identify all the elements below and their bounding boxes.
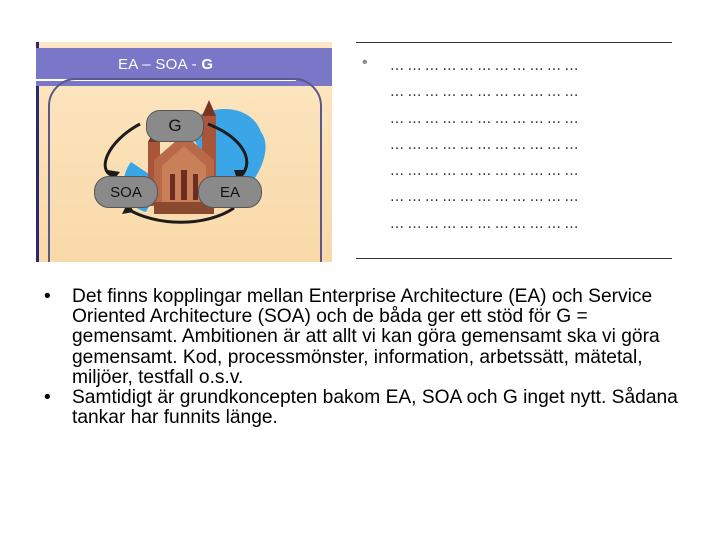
placeholder-line: … … … … … … … … … … … — [390, 136, 579, 153]
placeholder-line: … … … … … … … … … … … — [390, 58, 579, 74]
placeholder-bullet: • — [362, 54, 368, 71]
bullet-dot: • — [44, 387, 51, 409]
bottom-rule — [356, 258, 672, 259]
diagram-title: EA – SOA - G — [118, 56, 214, 73]
body-bullet-list — [44, 287, 694, 428]
node-soa: SOA — [94, 176, 158, 208]
ea-soa-g-diagram — [36, 42, 332, 262]
top-rule — [356, 42, 672, 43]
body-bullet-item — [44, 287, 694, 388]
placeholder-line: … … … … … … … … … … … — [390, 215, 579, 232]
placeholder-line: … … … … … … … … … … … — [390, 163, 579, 180]
placeholder-line: … … … … … … … … … … … — [390, 189, 579, 206]
body-bullet-text: Samtidigt är grundkoncepten bakom EA, SOA och G inget nytt. Sådana tankar har funnits länge. — [72, 387, 678, 429]
placeholder-line: … … … … … … … … … … … — [390, 110, 579, 127]
bullet-dot: • — [44, 286, 51, 307]
cathedral-illustration — [36, 42, 332, 262]
body-bullet-item — [44, 388, 694, 428]
node-ea: EA — [198, 176, 262, 208]
node-g: G — [146, 110, 204, 142]
placeholder-lines — [390, 53, 578, 237]
placeholder-line: … … … … … … … … … … … — [390, 84, 579, 101]
body-bullet-text: Det finns kopplingar mellan Enterprise Architecture (EA) och Service Oriented Architecture (SOA) och de båda ger ett stöd för G = gemensamt. Ambitionen är att allt vi kan göra gemensamt ska vi göra gemensamt. Kod, processmönster, information, arbetssätt, mätetal, miljöer, testfall o.s.v. — [72, 286, 660, 388]
